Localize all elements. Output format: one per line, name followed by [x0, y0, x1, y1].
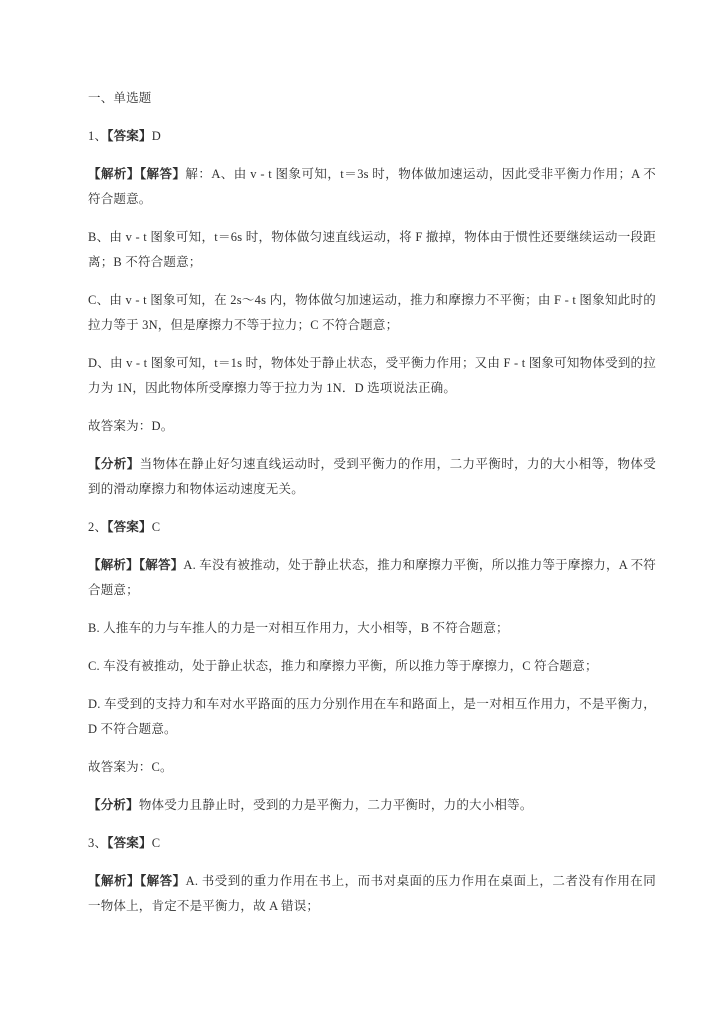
paragraph-label: 【解析】【解答】: [88, 167, 186, 181]
paragraph-text: D. 车受到的支持力和车对水平路面的压力分别作用在车和路面上，是一对相互作用力，不是平衡力，D 不符合题意。: [88, 697, 656, 736]
explanation-paragraph: [88, 654, 656, 679]
explanation-paragraph: [88, 225, 656, 275]
paragraph-text: C. 车没有被推动，处于静止状态，推力和摩擦力平衡，所以推力等于摩擦力，C 符合题意；: [88, 659, 598, 673]
conclusion-paragraph: [88, 414, 656, 439]
answer-label: 【答案】: [107, 129, 152, 143]
conclusion-paragraph: [88, 755, 656, 780]
answer-value: C: [151, 836, 161, 850]
analysis-paragraph: [88, 452, 656, 502]
explanation-paragraph: [88, 351, 656, 401]
explanation-paragraph: [88, 692, 656, 742]
explanation-paragraph: [88, 162, 656, 212]
paragraph-label: 【分析】: [88, 798, 139, 812]
paragraph-text: A. 车没有被推动，处于静止状态，推力和摩擦力平衡，所以推力等于摩擦力，A 不符合题意；: [88, 558, 656, 597]
paragraph-label: 【分析】: [88, 457, 140, 471]
paragraph-text: 故答案为：D。: [88, 419, 174, 433]
answer-line-q2: [88, 515, 656, 540]
question-number: 2、: [88, 520, 108, 534]
paragraph-label: 【解析】【解答】: [88, 874, 186, 888]
explanation-paragraph: [88, 288, 656, 338]
question-number: 1、: [88, 129, 108, 143]
paragraph-text: B. 人推车的力与车推人的力是一对相互作用力，大小相等，B 不符合题意；: [88, 621, 509, 635]
section-title: 一、单选题: [88, 91, 152, 105]
paragraph-text: D、由 v - t 图象可知，t＝1s 时，物体处于静止状态，受平衡力作用；又由 F - t 图象可知物体受到的拉力为 1N，因此物体所受摩擦力等于拉力为 1N．D 选项说法正确。: [88, 356, 656, 395]
analysis-paragraph: [88, 793, 656, 818]
answer-value: C: [151, 520, 161, 534]
answer-line-q1: [88, 124, 656, 149]
answer-line-q3: [88, 831, 656, 856]
answer-value: D: [151, 129, 161, 143]
explanation-paragraph: [88, 553, 656, 603]
paragraph-text: B、由 v - t 图象可知，t＝6s 时，物体做匀速直线运动，将 F 撤掉，物体由于惯性还要继续运动一段距离；B 不符合题意；: [88, 230, 656, 269]
paragraph-text: 当物体在静止好匀速直线运动时，受到平衡力的作用，二力平衡时，力的大小相等，物体受到的滑动摩擦力和物体运动速度无关。: [88, 457, 656, 496]
explanation-paragraph: [88, 869, 656, 919]
paragraph-text: A. 书受到的重力作用在书上，而书对桌面的压力作用在桌面上，二者没有作用在同一物体上，肯定不是平衡力，故 A 错误；: [88, 874, 656, 913]
paragraph-text: 解：A、由 v - t 图象可知，t＝3s 时，物体做加速运动，因此受非平衡力作用；A 不符合题意。: [88, 167, 656, 206]
answer-label: 【答案】: [107, 520, 152, 534]
paragraph-text: C、由 v - t 图象可知，在 2s～4s 内，物体做匀加速运动，推力和摩擦力不平衡；由 F - t 图象知此时的拉力等于 3N，但是摩擦力不等于拉力；C 不符合题意；: [88, 293, 656, 332]
paragraph-label: 【解析】【解答】: [88, 558, 184, 572]
paragraph-text: 物体受力且静止时，受到的力是平衡力，二力平衡时，力的大小相等。: [138, 798, 533, 812]
explanation-paragraph: [88, 616, 656, 641]
answer-label: 【答案】: [107, 836, 152, 850]
paragraph-text: 故答案为：C。: [88, 760, 173, 774]
question-number: 3、: [88, 836, 108, 850]
